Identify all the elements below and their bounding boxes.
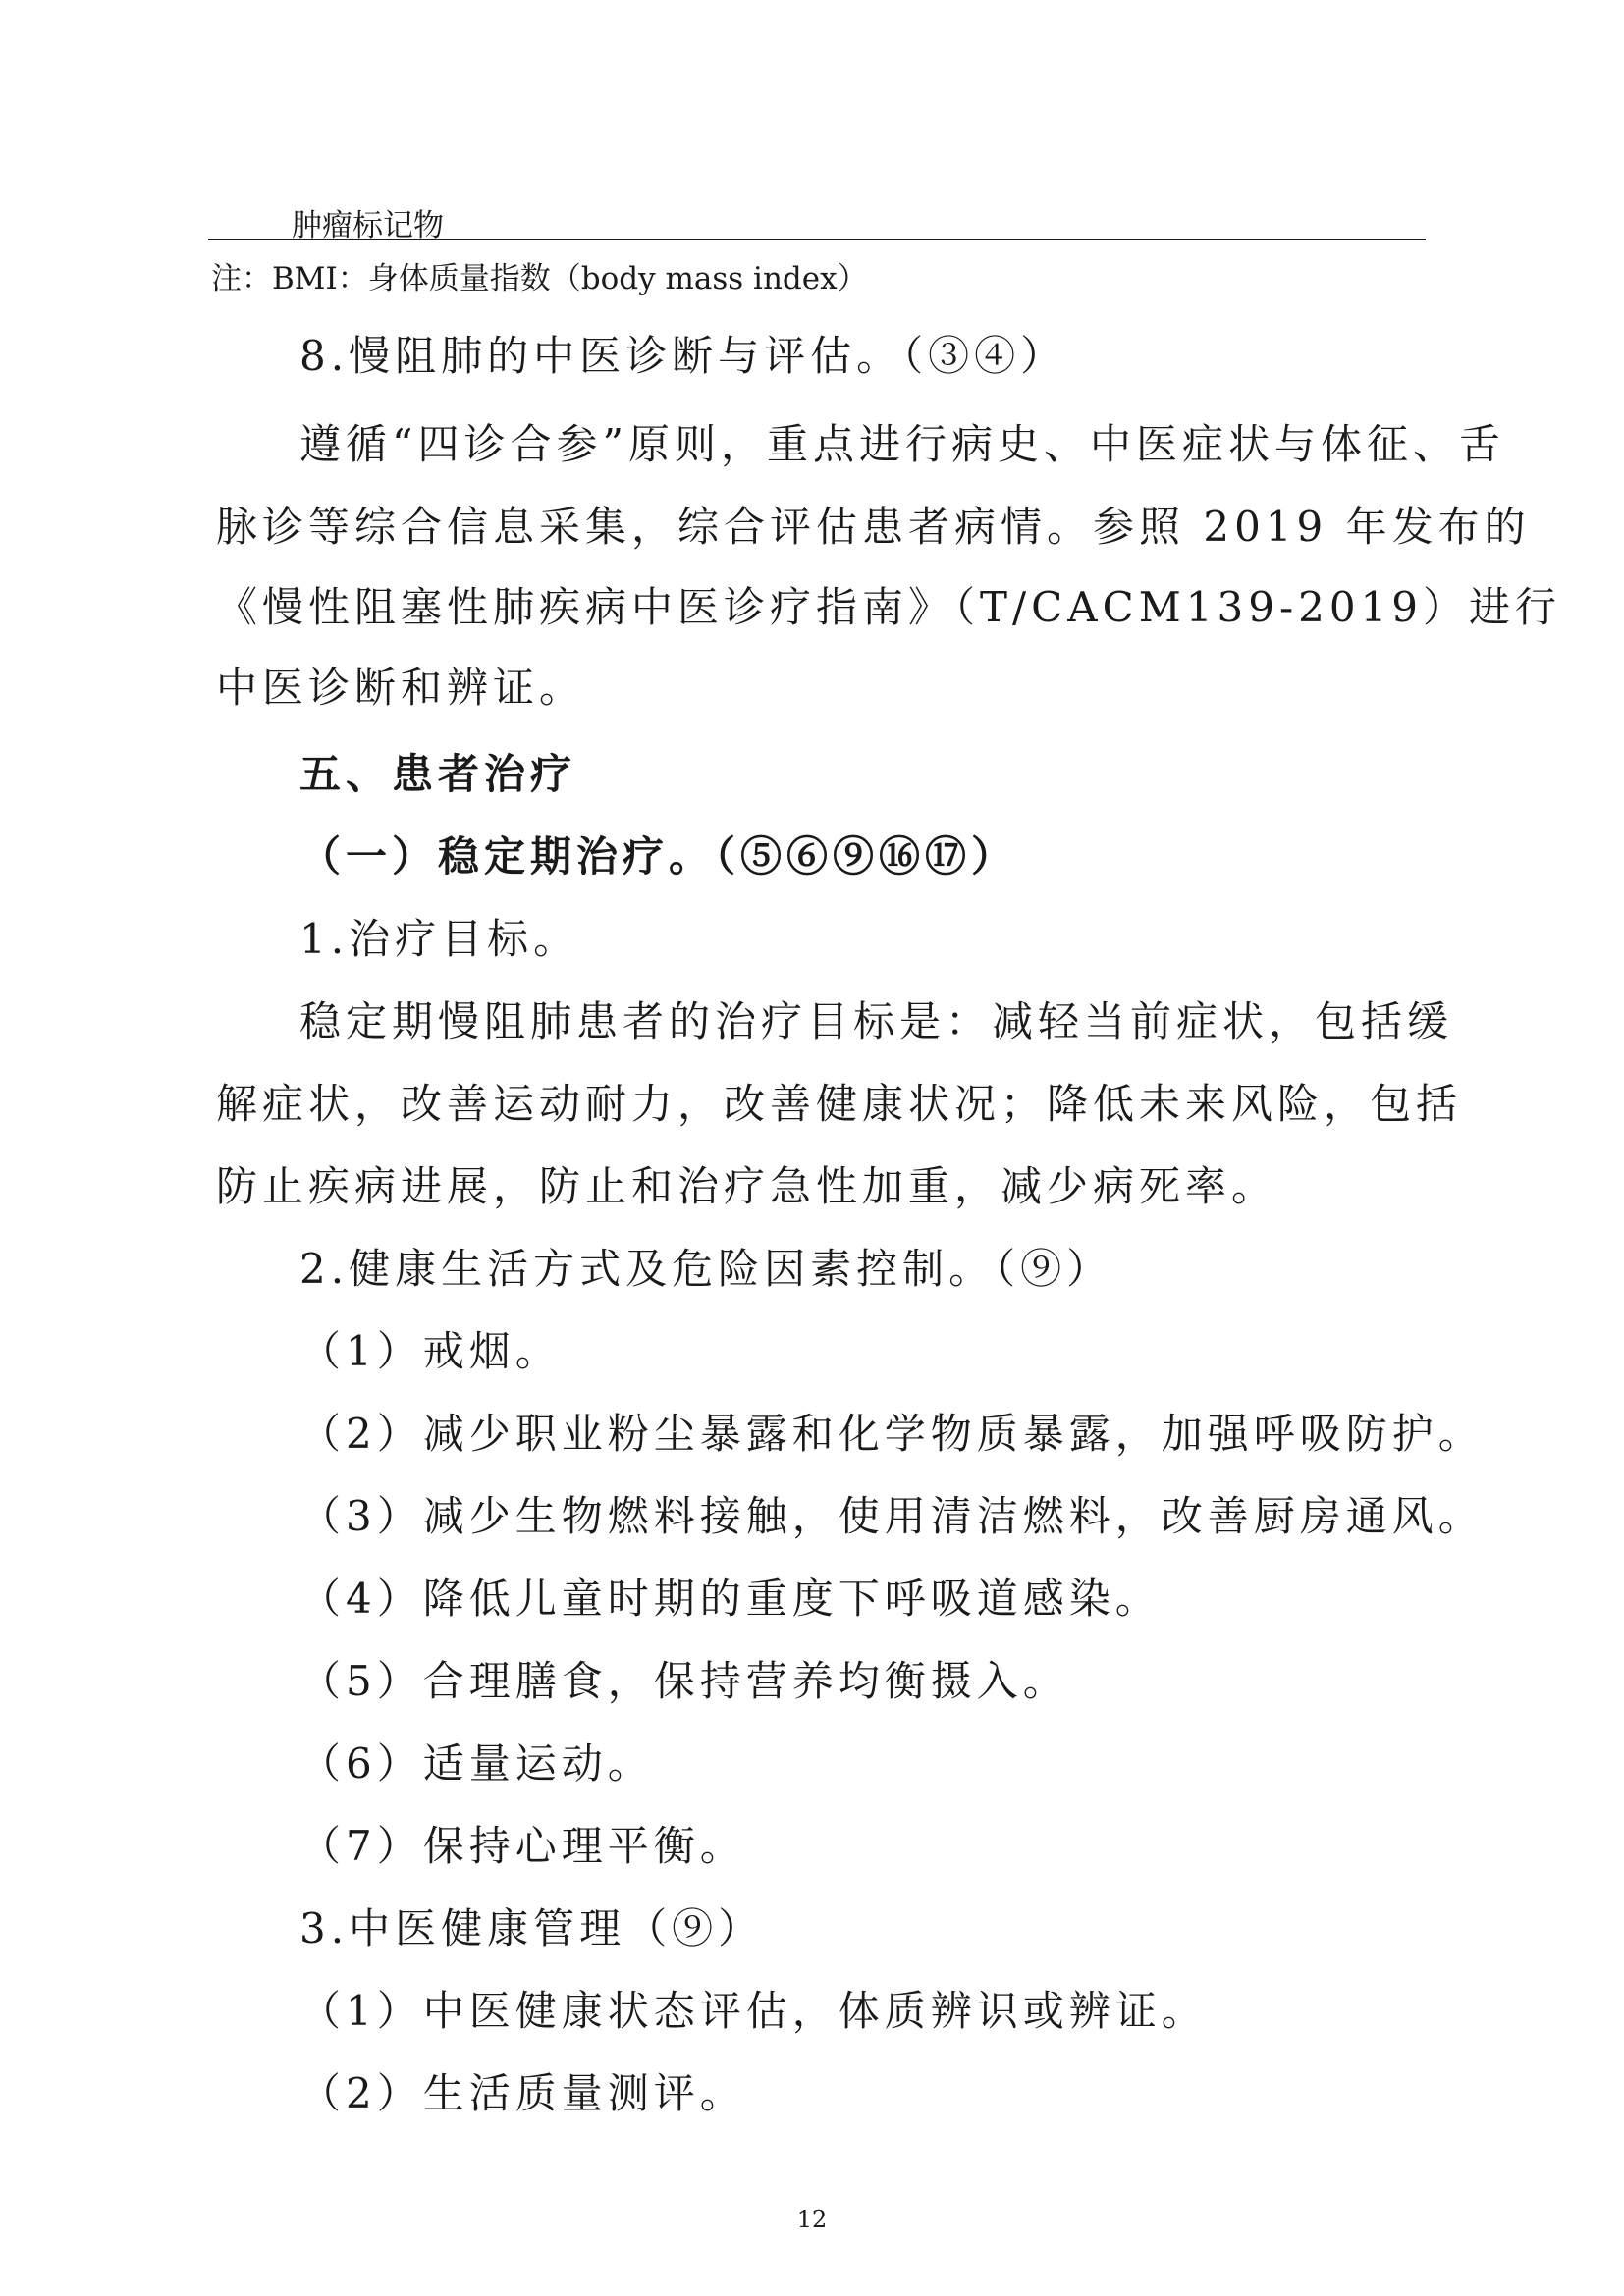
lifestyle-item: （1）戒烟。: [299, 1327, 562, 1375]
lifestyle-item: （7）保持心理平衡。: [299, 1822, 746, 1870]
table-footnote: 注：BMI：身体质量指数（body mass index）: [211, 261, 868, 296]
table-bottom-rule: [208, 239, 1426, 240]
lifestyle-item: （3）减少生物燃料接触，使用清洁燃料，改善厨房通风。: [299, 1492, 1485, 1540]
section-8-heading: 8.慢阻肺的中医诊断与评估。（③④）: [299, 332, 1067, 380]
lifestyle-item: （2）减少职业粉尘暴露和化学物质暴露，加强呼吸防护。: [299, 1410, 1485, 1458]
treatment-goal-line-3: 防止疾病进展，防止和治疗急性加重，减少病死率。: [216, 1162, 1278, 1210]
section-8-paragraph-line-1: 遵循“四诊合参”原则，重点进行病史、中医症状与体征、舌: [299, 420, 1505, 468]
tcm-management-item: （1）中医健康状态评估，体质辨识或辨证。: [299, 1987, 1208, 2035]
tcm-management-item: （2）生活质量测评。: [299, 2069, 746, 2117]
stable-phase-subheading: （一）稳定期治疗。（⑤⑥⑨⑯⑰）: [299, 832, 1018, 881]
lifestyle-item: （6）适量运动。: [299, 1739, 654, 1788]
section-8-paragraph-line-2: 脉诊等综合信息采集，综合评估患者病情。参照 2019 年发布的: [216, 503, 1531, 551]
tcm-management-heading: 3.中医健康管理（⑨）: [299, 1904, 765, 1952]
section-8-paragraph-line-4: 中医诊断和辨证。: [216, 664, 586, 712]
treatment-goal-heading: 1.治疗目标。: [299, 915, 580, 963]
lifestyle-item: （5）合理膳食，保持营养均衡摄入。: [299, 1657, 1069, 1705]
treatment-goal-line-2: 解症状，改善运动耐力，改善健康状况；降低未来风险，包括: [216, 1080, 1463, 1128]
lifestyle-heading: 2.健康生活方式及危险因素控制。（⑨）: [299, 1245, 1113, 1293]
section-8-paragraph-line-3: 《慢性阻塞性肺疾病中医诊疗指南》（T/CACM139-2019）进行: [216, 583, 1562, 631]
treatment-goal-line-1: 稳定期慢阻肺患者的治疗目标是：减轻当前症状，包括缓: [299, 997, 1454, 1045]
table-last-row-label: 肿瘤标记物: [292, 208, 444, 243]
lifestyle-item: （4）降低儿童时期的重度下呼吸道感染。: [299, 1575, 1162, 1623]
chapter-5-heading: 五、患者治疗: [299, 750, 577, 798]
page-number: 12: [796, 2206, 828, 2233]
